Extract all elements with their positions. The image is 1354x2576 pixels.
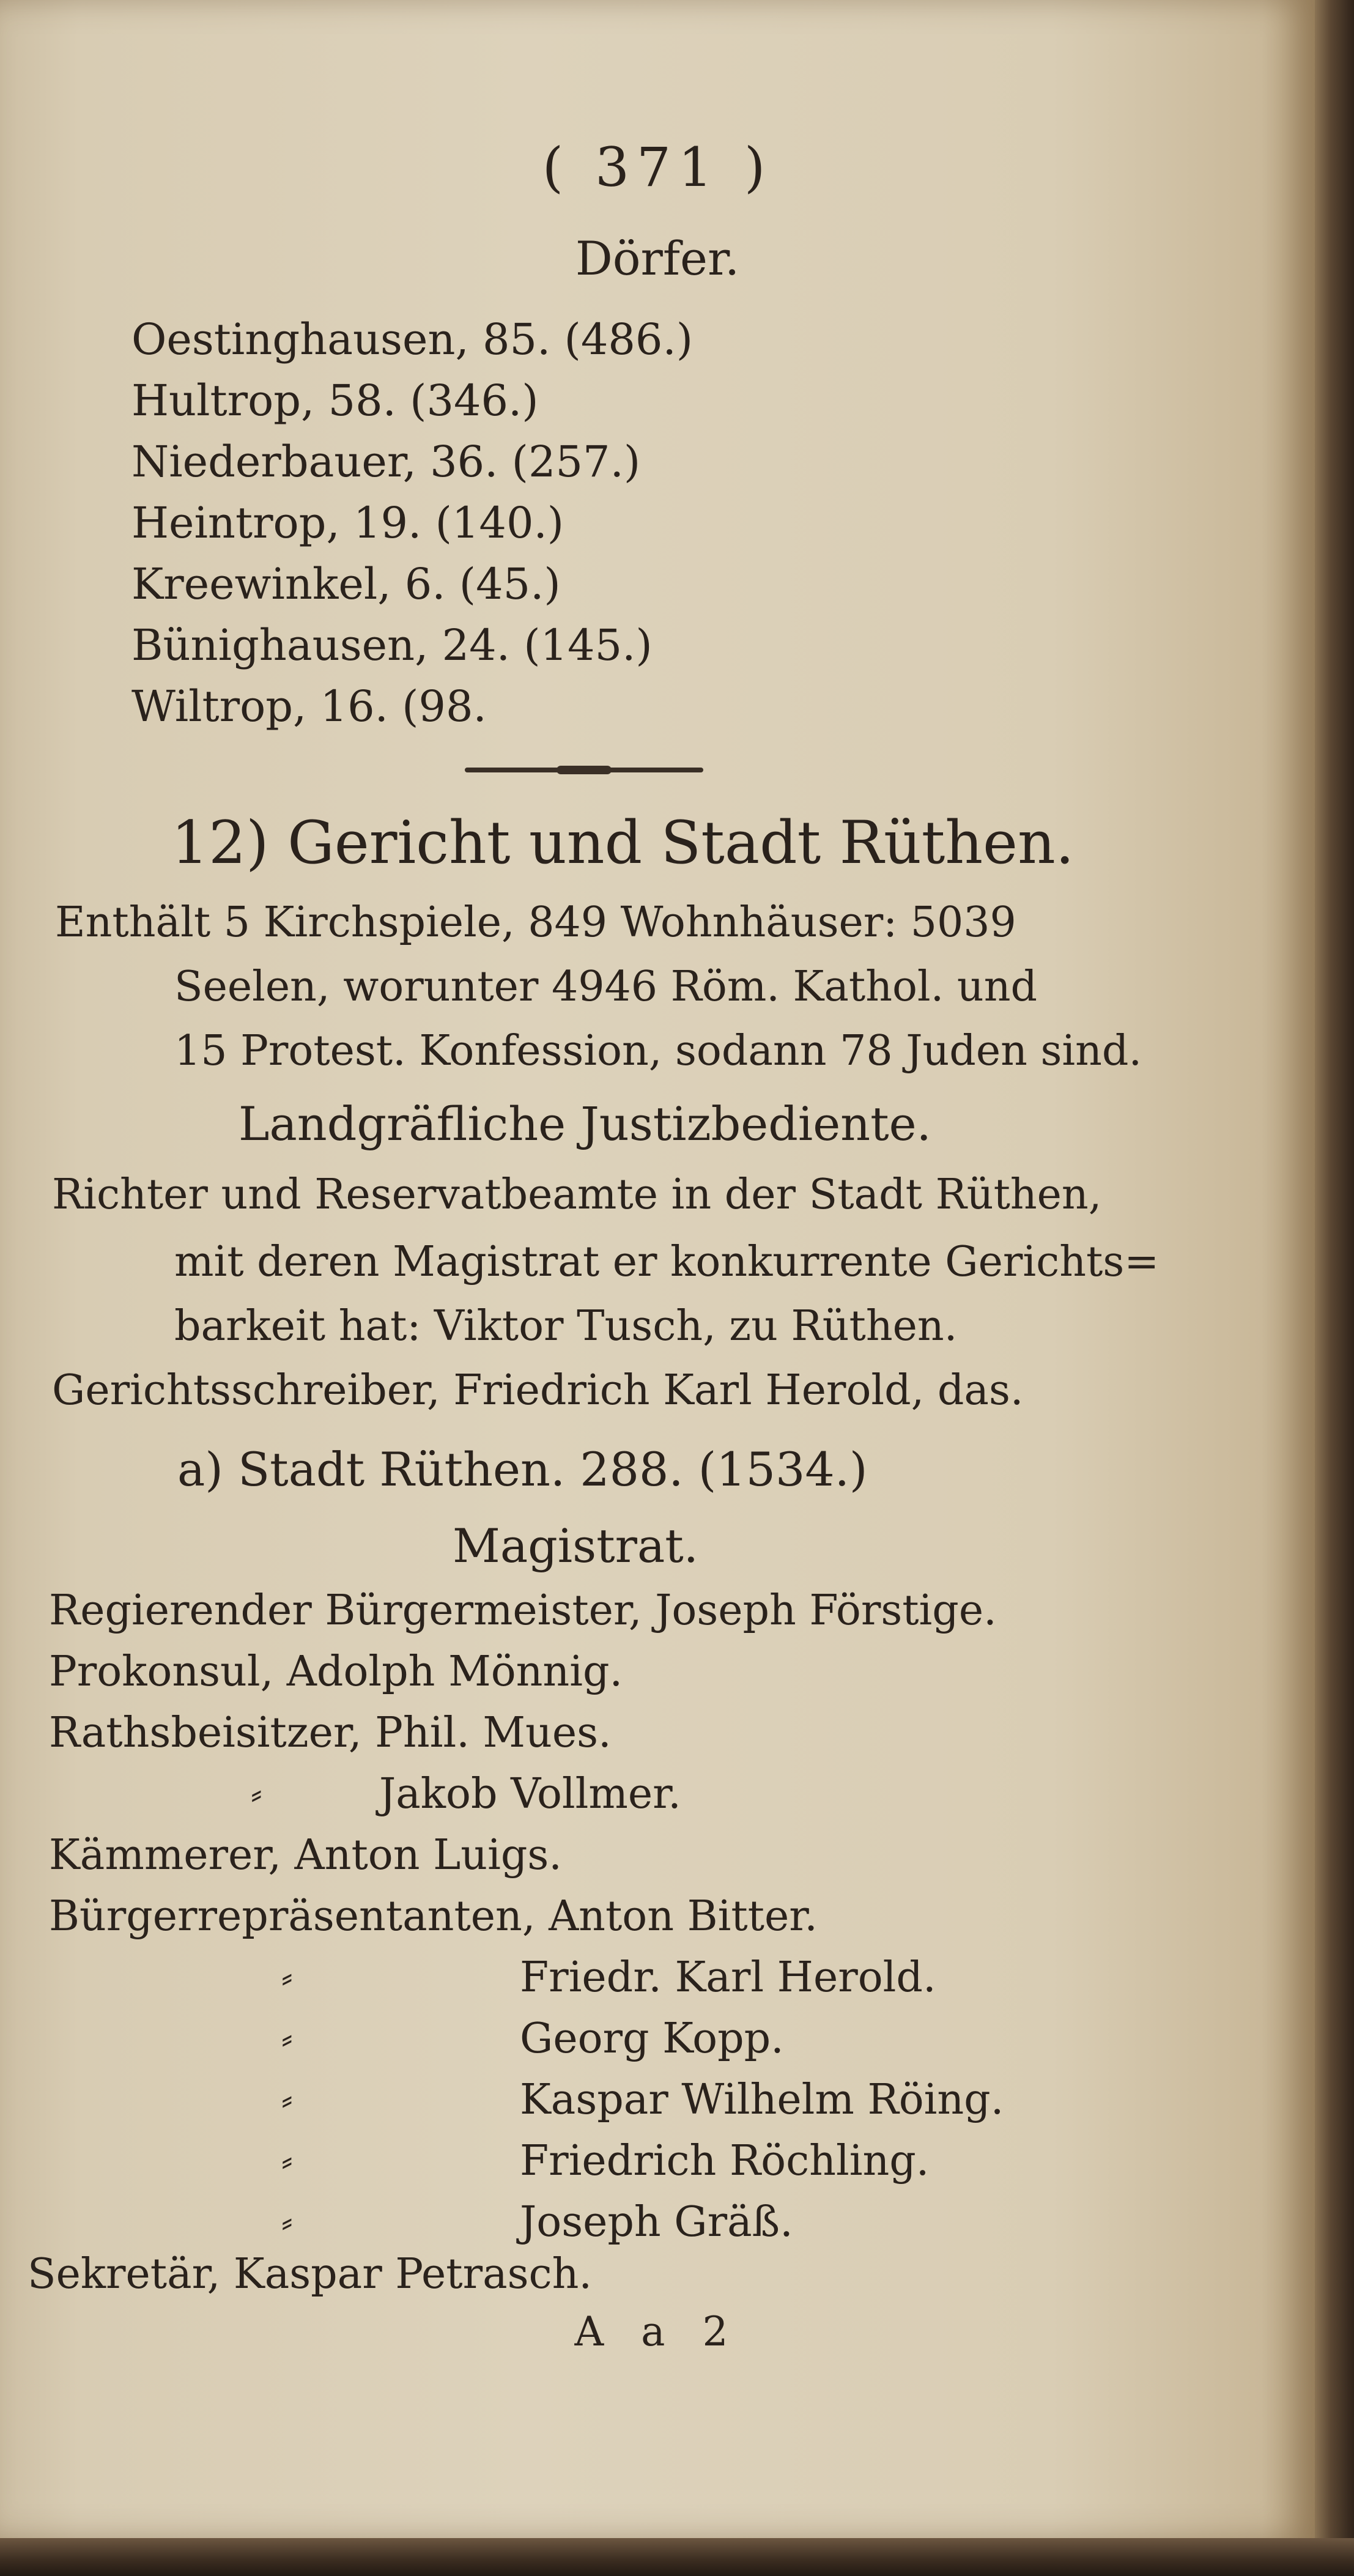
town-heading: a) Stadt Rüthen. 288. (1534.) (177, 1442, 868, 1497)
village-entry: Wiltrop, 16. (98. (131, 681, 487, 731)
section-divider (465, 768, 703, 772)
official-treasurer: Kämmerer, Anton Luigs. (49, 1831, 562, 1879)
village-entry: Heintrop, 19. (140.) (131, 498, 564, 548)
ditto-mark: ⸗ (281, 2202, 293, 2241)
village-entry: Oestinghausen, 85. (486.) (131, 314, 694, 365)
village-entry: Kreewinkel, 6. (45.) (131, 559, 561, 609)
village-entry: Bünighausen, 24. (145.) (131, 620, 653, 670)
justice-heading: Landgräfliche Justizbediente. (239, 1097, 931, 1151)
official-mayor: Regierender Bürgermeister, Joseph Förstige. (49, 1586, 997, 1635)
signature-mark: A a 2 (574, 2308, 741, 2355)
official-representative: Georg Kopp. (520, 2015, 784, 2063)
official-representative: Kaspar Wilhelm Röing. (520, 2076, 1004, 2124)
village-entry: Niederbauer, 36. (257.) (131, 437, 641, 487)
page-number: ( 371 ) (542, 136, 773, 199)
ditto-mark: ⸗ (281, 2141, 293, 2180)
official-secretary: Sekretär, Kaspar Petrasch. (28, 2250, 593, 2298)
justice-line: barkeit hat: Viktor Tusch, zu Rüthen. (174, 1302, 958, 1350)
justice-line: Richter und Reservatbeamte in der Stadt Rüthen, (52, 1171, 1102, 1219)
official-representatives: Bürgerrepräsentanten, Anton Bitter. (49, 1892, 818, 1941)
ditto-mark: ⸗ (281, 1957, 293, 1997)
summary-line: 15 Protest. Konfession, sodann 78 Juden sind. (174, 1027, 1142, 1075)
magistrat-heading: Magistrat. (453, 1519, 698, 1573)
summary-line: Enthält 5 Kirchspiele, 849 Wohnhäuser: 5039 (55, 898, 1016, 947)
ditto-mark: ⸗ (281, 2018, 293, 2058)
book-spine (1315, 0, 1354, 2576)
section-title: 12) Gericht und Stadt Rüthen. (171, 809, 1075, 877)
official-representative: Friedr. Karl Herold. (520, 1953, 936, 2002)
official-representative: Joseph Gräß. (520, 2198, 793, 2246)
official-assessor: Rathsbeisitzer, Phil. Mues. (49, 1709, 612, 1757)
official-representative: Friedrich Röchling. (520, 2137, 930, 2185)
ditto-mark: ⸗ (251, 1774, 262, 1813)
villages-heading: Dörfer. (575, 231, 740, 286)
village-entry: Hultrop, 58. (346.) (131, 376, 539, 426)
ditto-mark: ⸗ (281, 2079, 293, 2119)
summary-line: Seelen, worunter 4946 Röm. Kathol. und (174, 963, 1038, 1011)
official-proconsul: Prokonsul, Adolph Mönnig. (49, 1648, 623, 1696)
page-bottom-edge (0, 2538, 1354, 2576)
justice-line: mit deren Magistrat er konkurrente Gerichts= (174, 1238, 1160, 1286)
court-clerk: Gerichtsschreiber, Friedrich Karl Herold, das. (52, 1366, 1024, 1415)
official-assessor-2: Jakob Vollmer. (379, 1770, 681, 1818)
